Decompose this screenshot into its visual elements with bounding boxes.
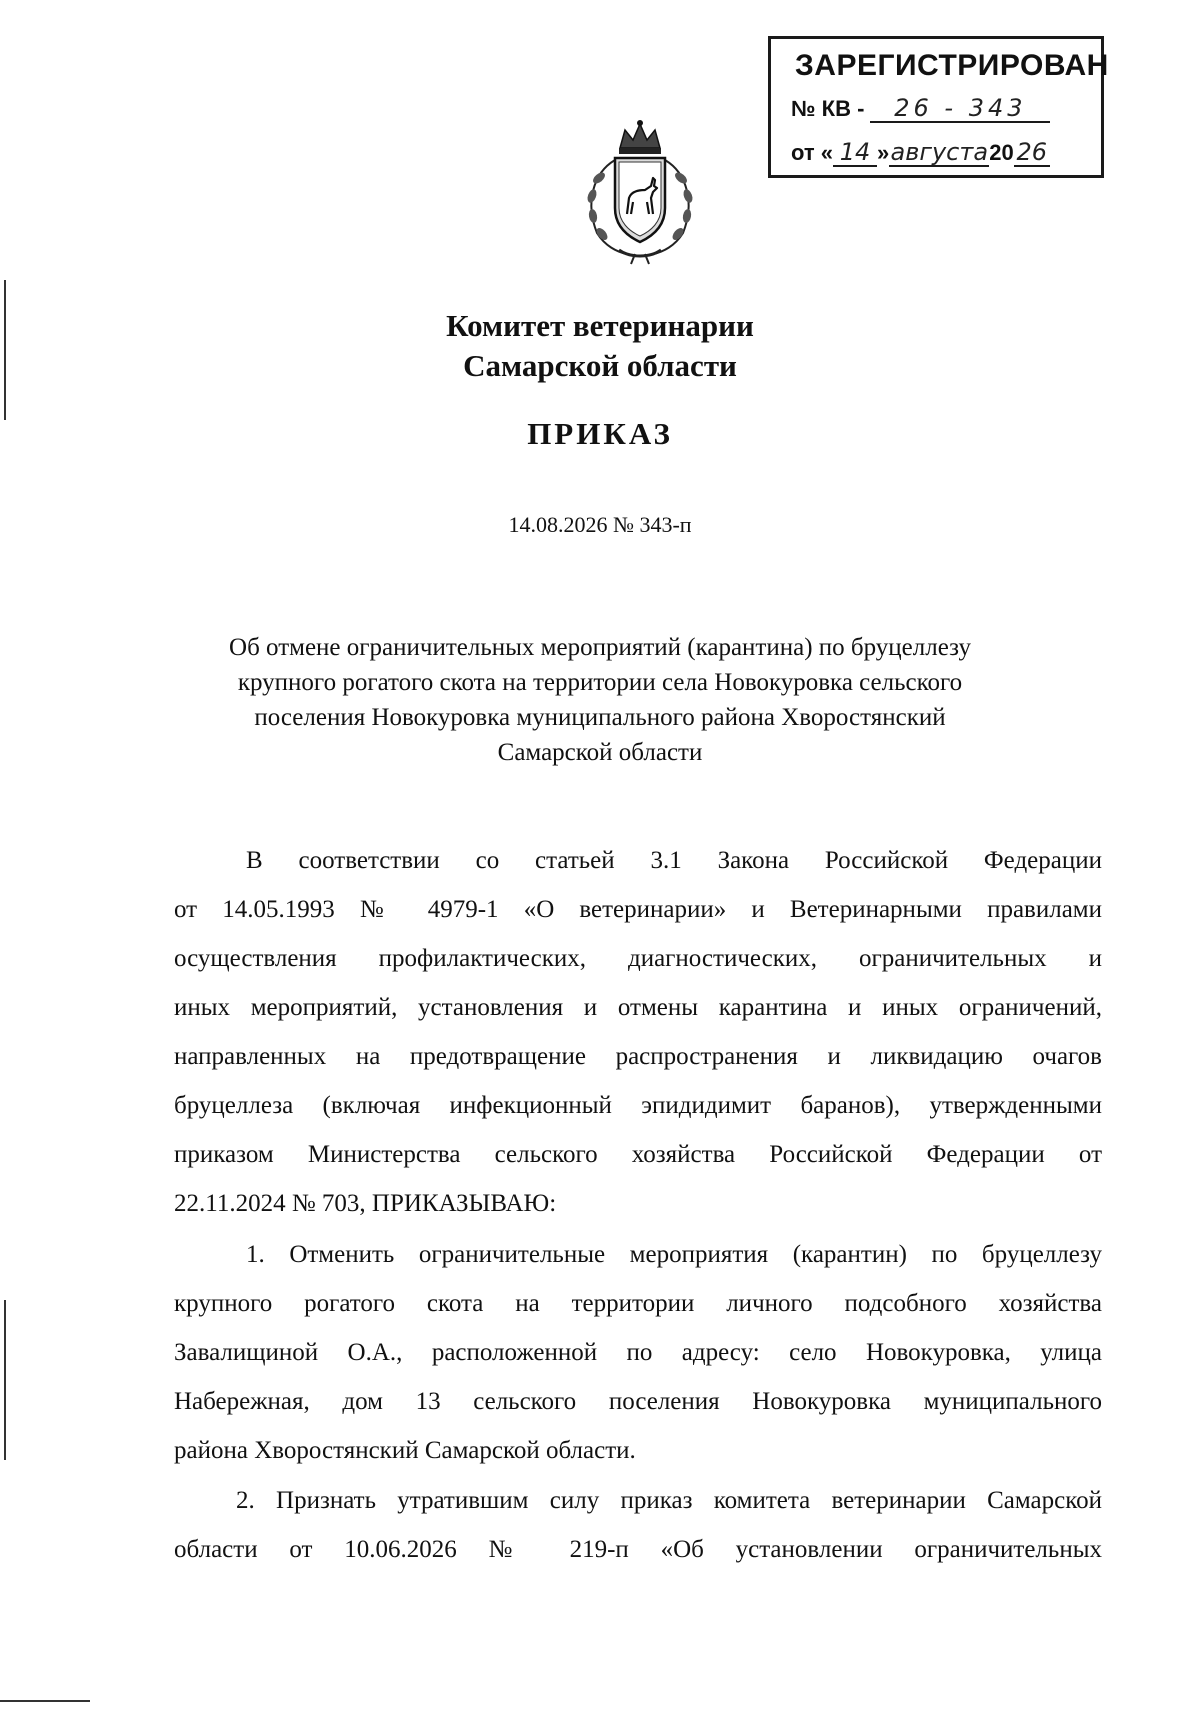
text-line: от 14.05.1993 № 4979-1 «О ветеринарии» и Ветеринарными правилами	[174, 896, 1102, 923]
stamp-date-row	[791, 139, 1050, 167]
text-line: крупного рогатого скота на территории личного подсобного хозяйства	[174, 1290, 1102, 1317]
text-line: района Хворостянский Самарской области.	[174, 1437, 636, 1464]
document-date-number: 14.08.2026 № 343-п	[508, 512, 692, 537]
text-line: области от 10.06.2026 № 219-п «Об установлении ограничительных	[174, 1536, 1102, 1563]
order-item-1	[174, 1230, 1102, 1475]
text-line: направленных на предотвращение распространения и ликвидацию очагов	[174, 1043, 1102, 1070]
scan-bottom-line	[0, 1700, 90, 1702]
coat-of-arms-icon	[575, 118, 705, 268]
text-line: 1. Отменить ограничительные мероприятия (карантин) по бруцеллезу	[246, 1241, 1102, 1268]
text-line: Набережная, дом 13 сельского поселения Новокуровка муниципального	[174, 1388, 1102, 1415]
preamble-paragraph	[174, 836, 1102, 1228]
subject-line: поселения Новокуровка муниципального района Хворостянский	[254, 704, 946, 731]
text-line: Завалищиной О.А., расположенной по адресу: село Новокуровка, улица	[174, 1339, 1102, 1366]
stamp-number-prefix: № КВ -	[791, 96, 865, 121]
registration-stamp	[768, 36, 1109, 178]
stamp-year-prefix: 20	[989, 140, 1014, 165]
text-line: иных мероприятий, установления и отмены карантина и иных ограничений,	[174, 994, 1102, 1021]
stamp-date-day: 14	[833, 139, 877, 167]
text-line: осуществления профилактических, диагностических, ограничительных и	[174, 945, 1102, 972]
stamp-number-row	[791, 95, 1050, 123]
scan-margin-line	[4, 280, 6, 420]
org-name-line1: Комитет ветеринарии	[446, 308, 754, 343]
scan-margin-line	[4, 1300, 6, 1460]
order-item-2	[174, 1476, 1102, 1574]
text-line: В соответствии со статьей 3.1 Закона Российской Федерации	[246, 847, 1102, 874]
stamp-date-prefix: от «	[791, 140, 834, 165]
stamp-date-mid: »	[877, 140, 890, 165]
subject-line: Об отмене ограничительных мероприятий (карантина) по бруцеллезу	[229, 634, 971, 661]
text-line: приказом Министерства сельского хозяйства Российской Федерации от	[174, 1141, 1102, 1168]
subject-line: Самарской области	[497, 739, 703, 766]
stamp-year-suffix: 26	[1014, 139, 1050, 167]
subject-line: крупного рогатого скота на территории села Новокуровка сельского	[237, 669, 963, 696]
text-line: 2. Признать утратившим силу приказ комитета ветеринарии Самарской	[236, 1487, 1102, 1514]
text-line: бруцеллеза (включая инфекционный эпидидимит баранов), утвержденными	[174, 1092, 1102, 1119]
text-line: 22.11.2024 № 703, ПРИКАЗЫВАЮ:	[174, 1190, 557, 1217]
stamp-date-month: августа	[890, 138, 989, 166]
org-name-line2: Самарской области	[463, 348, 737, 383]
stamp-title: ЗАРЕГИСТРИРОВАН	[795, 49, 1109, 82]
document-type: ПРИКАЗ	[527, 416, 673, 451]
stamp-number-handwritten: 26 - 343	[870, 95, 1050, 123]
document-subject	[170, 630, 1030, 770]
